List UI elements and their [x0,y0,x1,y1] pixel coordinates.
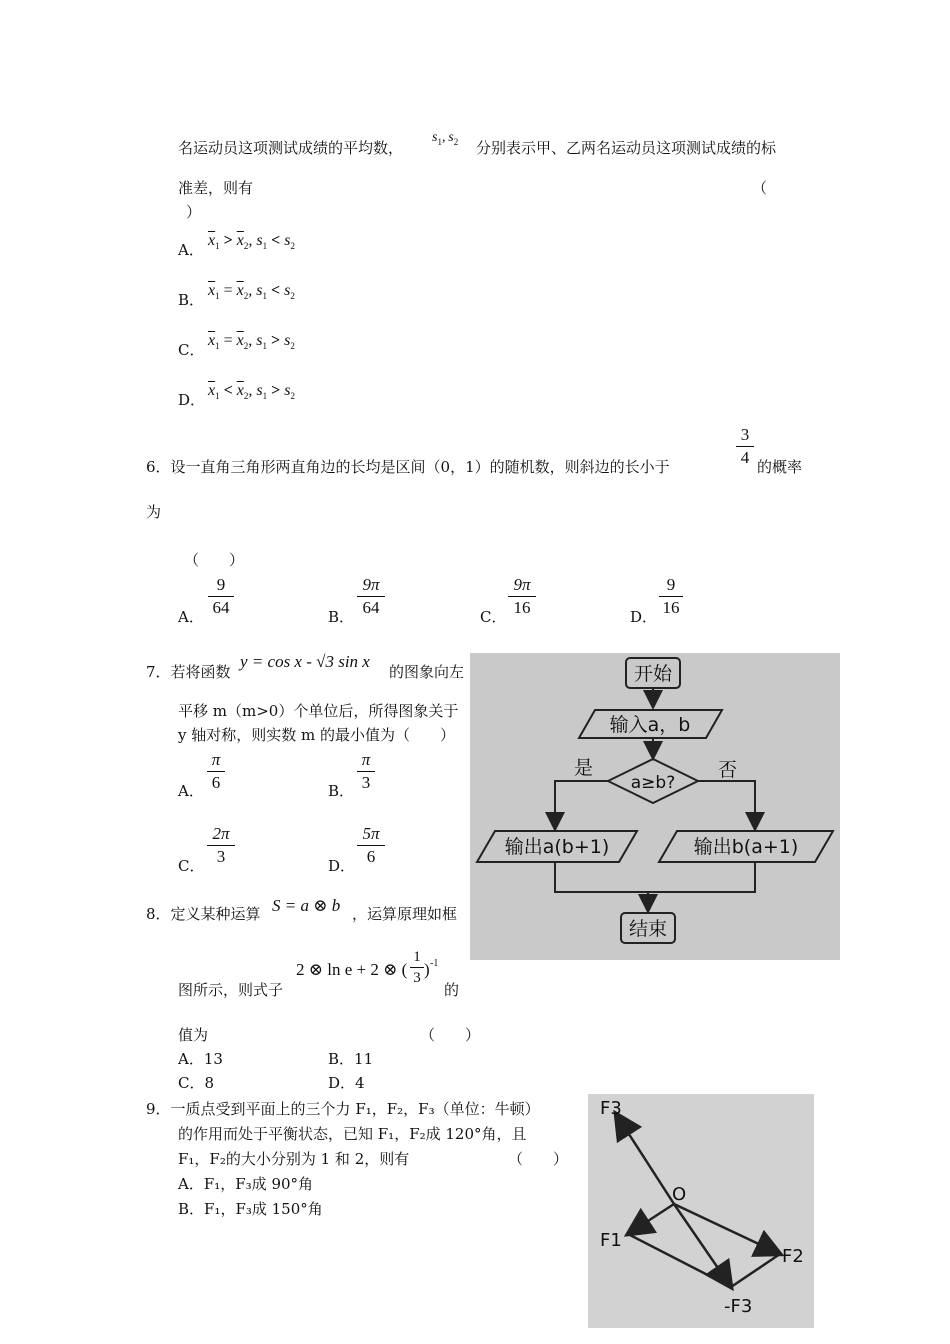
option-value: 4 [355,1074,365,1092]
rel-symbol: > [271,382,281,399]
q8-paren: （ ） [420,1026,481,1044]
q7-option-b-frac [357,750,375,793]
vector-figure [588,1094,814,1328]
rel-symbol: = [223,282,233,299]
frac-den: 3 [413,970,421,986]
q8-line2-b: 的 [444,981,460,999]
q6-line1: 6．设一直角三角形两直角边的长均是区间（0，1）的随机数，则斜边的长小于 [146,458,670,476]
vector-label-f2: F2 [782,1246,804,1267]
q7-option-c-label: C． [178,857,205,875]
q5-s1s2: $s_1$, $s_2$ [432,130,459,147]
q7-option-d-label: D． [328,857,356,875]
q8-line3: 值为 [178,1026,209,1044]
rel-symbol: = [223,332,233,349]
vector-label-o: O [672,1184,687,1205]
q5-option-b-formula: $\overline{x}_1 = \overline{x}_2$, $s_1 < s_2$ [208,282,295,301]
frac-den: 4 [740,448,750,467]
frac-den: 3 [361,773,371,792]
q5-paren-open: （ [752,179,768,197]
option-label: B． [178,1200,205,1218]
option-label: B． [178,291,205,309]
option-value: 8 [204,1074,215,1092]
q7-option-a-frac [207,750,225,793]
rel-symbol: > [270,332,281,349]
q8-expr: 2 ⊗ ln e + 2 ⊗ ( [296,960,408,979]
q5-line1-b: 分别表示甲、乙两名运动员这项测试成绩的标 [476,139,777,157]
q6-option-d-label: D． [630,608,658,626]
option-label: D． [178,391,206,409]
vector-label-f3: F3 [600,1098,622,1119]
q6-option-b-frac [357,575,385,618]
q8-expression [296,960,407,980]
option-text: F₁，F₃成 150°角 [204,1200,323,1218]
q7-line1-a: 7．若将函数 [146,663,231,681]
q5-line2: 准差，则有 [178,179,254,197]
q9-paren: （ ） [508,1150,569,1168]
q8-option-c [178,1073,214,1093]
frac-den: 6 [366,847,376,866]
q8-option-b [328,1049,373,1069]
option-label: D． [328,1074,356,1092]
frac-den: 3 [216,847,226,866]
rel-symbol: < [223,382,233,399]
frac-num: 9π [508,575,536,597]
frac-num: π [207,750,225,772]
frac-den: 64 [212,598,230,617]
option-text: F₁，F₃成 90°角 [203,1175,314,1193]
q8-expr-close: ) [424,960,430,979]
flowchart-svg [470,653,840,960]
frac-num: 2π [207,824,235,846]
flow-no-label: 否 [718,759,738,781]
q6-option-c-label: C． [480,608,507,626]
q6-line1-end: 的概率 [757,458,803,476]
q5-option-d [178,390,205,410]
frac-num: 9 [208,575,234,597]
option-label: A． [178,1050,204,1068]
frac-num: 1 [410,948,424,968]
flow-condition-text: a≥b? [630,773,676,793]
q8-line2-a: 图所示，则式子 [178,981,284,999]
q5-option-d-formula: $\overline{x}_1 < \overline{x}_2$, $s_1 > s_2$ [208,382,295,401]
rel-symbol: < [271,232,281,249]
q5-line1-a: 名运动员这项测试成绩的平均数， [178,139,404,157]
q5-option-c-formula: $\overline{x}_1 = \overline{x}_2$, $s_1 > s_2$ [208,332,295,351]
option-label: B． [328,1050,355,1068]
frac-den: 64 [362,598,380,617]
q8-expr-frac [410,948,424,987]
frac-num: π [357,750,375,772]
option-label: C． [178,341,205,359]
q7-option-c-frac [207,824,235,867]
q9-line1: 9．一质点受到平面上的三个力 F₁，F₂，F₃（单位：牛顿） [146,1100,540,1118]
q9-line3: F₁，F₂的大小分别为 1 和 2，则有 [178,1150,410,1168]
q8-option-a [178,1049,223,1069]
q6-paren: （ ） [184,551,245,569]
frac-num: 9 [659,575,683,597]
q6-fraction [736,425,754,468]
q5-line1 [178,138,403,158]
q5-option-c [178,340,204,360]
q7-line1-b: 的图象向左 [389,663,465,681]
q8-formula: S = a ⊗ b [272,896,341,915]
q6-line2: 为 [146,503,162,521]
q6-option-a-frac [208,575,234,618]
frac-den: 16 [662,598,680,617]
q9-option-b [178,1199,323,1219]
rel-symbol: > [223,232,233,249]
q7-option-a-label: A． [178,782,204,800]
q9-option-a [178,1174,313,1194]
rel-symbol: < [270,282,281,299]
option-label: A． [178,1175,204,1193]
q9-line2: 的作用而处于平衡状态，已知 F₁，F₂成 120°角，且 [178,1125,527,1143]
flow-yes-label: 是 [574,757,594,779]
q6-option-d-frac [659,575,683,618]
q5-option-a [178,240,204,260]
vector-label-f1: F1 [600,1230,622,1251]
vector-svg [588,1094,814,1328]
vector-label-neg-f3: -F3 [724,1296,753,1317]
q8-line1-b: ，运算原理如框 [352,905,458,923]
q7-line2: 平移 m（m>0）个单位后，所得图象关于 [178,702,459,720]
q6-option-c-frac [508,575,536,618]
q7-option-b-label: B． [328,782,355,800]
q7-formula: y = cos x - √3 sin x [240,652,370,671]
flow-output-left-text: 输出a(b+1) [504,836,610,858]
q8-option-d [328,1073,365,1093]
flowchart-figure [470,653,840,960]
flow-input-text: 输入a，b [609,714,691,736]
flow-end-text: 结束 [628,918,668,940]
q7-line3: y 轴对称，则实数 m 的最小值为（ ） [178,726,456,744]
frac-den: 6 [211,773,221,792]
frac-num: 5π [357,824,385,846]
q8-line1-a: 8．定义某种运算 [146,905,261,923]
option-label: A． [178,241,204,259]
option-value: 11 [354,1050,374,1068]
frac-num: 9π [357,575,385,597]
option-value: 13 [203,1050,223,1068]
q7-option-d-frac [357,824,385,867]
flow-output-right-text: 输出b(a+1) [693,836,799,858]
q5-option-a-formula: $\overline{x}_1 > \overline{x}_2$, $s_1 < s_2$ [208,232,295,251]
flow-start-text: 开始 [633,663,673,685]
q6-option-b-label: B． [328,608,355,626]
frac-num: 3 [736,425,754,447]
q5-option-b [178,290,204,310]
q8-expr-exp: -1 [430,958,439,969]
option-label: C． [178,1074,205,1092]
q6-option-a-label: A． [178,608,204,626]
q5-paren-close: ） [186,203,202,221]
frac-den: 16 [513,598,531,617]
